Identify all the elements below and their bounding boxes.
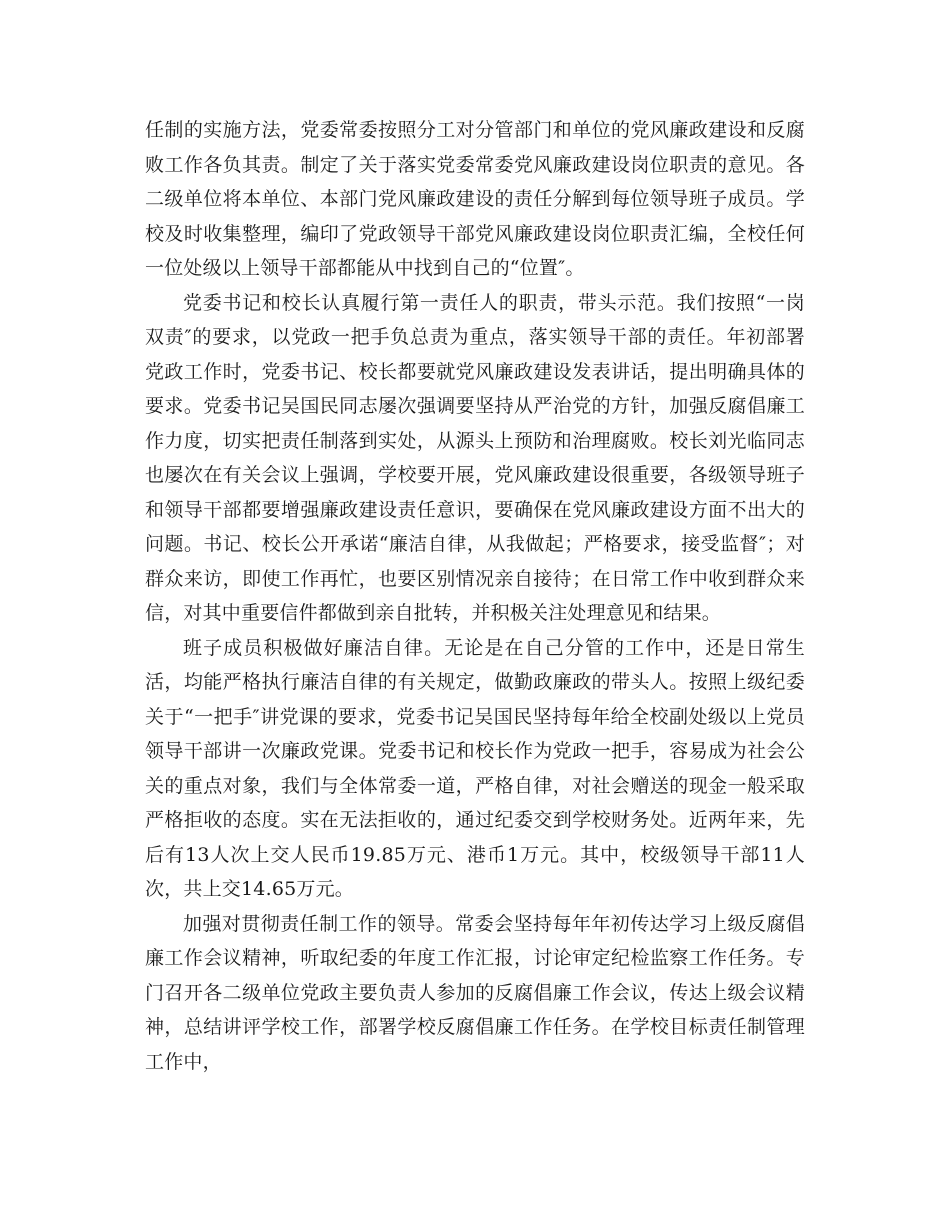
paragraph-first-responsible-person: 党委书记和校长认真履行第一责任人的职责，带头示范。我们按照“一岗双责″的要求，以党政一把手负总责为重点，落实领导干部的责任。年初部署党政工作时，党委书记、校长都要就党风廉政建设发表讲话，提出明确具体的要求。党委书记吴国民同志屡次强调要坚持从严治党的方针，加强反腐倡廉工作力度，切实把责任制落到实处，从源头上预防和治理腐败。校长刘光临同志也屡次在有关会议上强调，学校要开展，党风廉政建设很重要，各级领导班子和领导干部都要增强廉政建设责任意识，要确保在党风廉政建设方面不出大的问题。书记、校长公开承诺“廉洁自律，从我做起；严格要求，接受监督″；对群众来访，即使工作再忙，也要区别情况亲自接待；在日常工作中收到群众来信，对其中重要信件都做到亲自批转，并积极关注处理意见和结果。	[145, 291, 805, 624]
paragraph-leadership: 加强对贯彻责任制工作的领导。常委会坚持每年年初传达学习上级反腐倡廉工作会议精神，听取纪委的年度工作汇报，讨论审定纪检监察工作任务。专门召开各二级单位党政主要负责人参加的反腐倡廉工作会议，传达上级会议精神，总结讲评学校工作，部署学校反腐倡廉工作任务。在学校目标责任制管理工作中，	[145, 912, 805, 1073]
paragraph-self-discipline: 班子成员积极做好廉洁自律。无论是在自己分管的工作中，还是日常生活，均能严格执行廉洁自律的有关规定，做勤政廉政的带头人。按照上级纪委关于“一把手″讲党课的要求，党委书记吴国民坚持每年给全校副处级以上党员领导干部讲一次廉政党课。党委书记和校长作为党政一把手，容易成为社会公关的重点对象，我们与全体常委一道，严格自律，对社会赠送的现金一般采取严格拒收的态度。实在无法拒收的，通过纪委交到学校财务处。近两年来，先后有13人次上交人民币19.85万元、港币1万元。其中，校级领导干部11人次，共上交14.65万元。	[145, 636, 805, 900]
document-body	[145, 113, 805, 1079]
paragraph-responsibility-method: 任制的实施方法，党委常委按照分工对分管部门和单位的党风廉政建设和反腐败工作各负其责。制定了关于落实党委常委党风廉政建设岗位职责的意见。各二级单位将本单位、本部门党风廉政建设的责任分解到每位领导班子成员。学校及时收集整理，编印了党政领导干部党风廉政建设岗位职责汇编，全校任何一位处级以上领导干部都能从中找到自己的“位置″。	[145, 119, 805, 279]
